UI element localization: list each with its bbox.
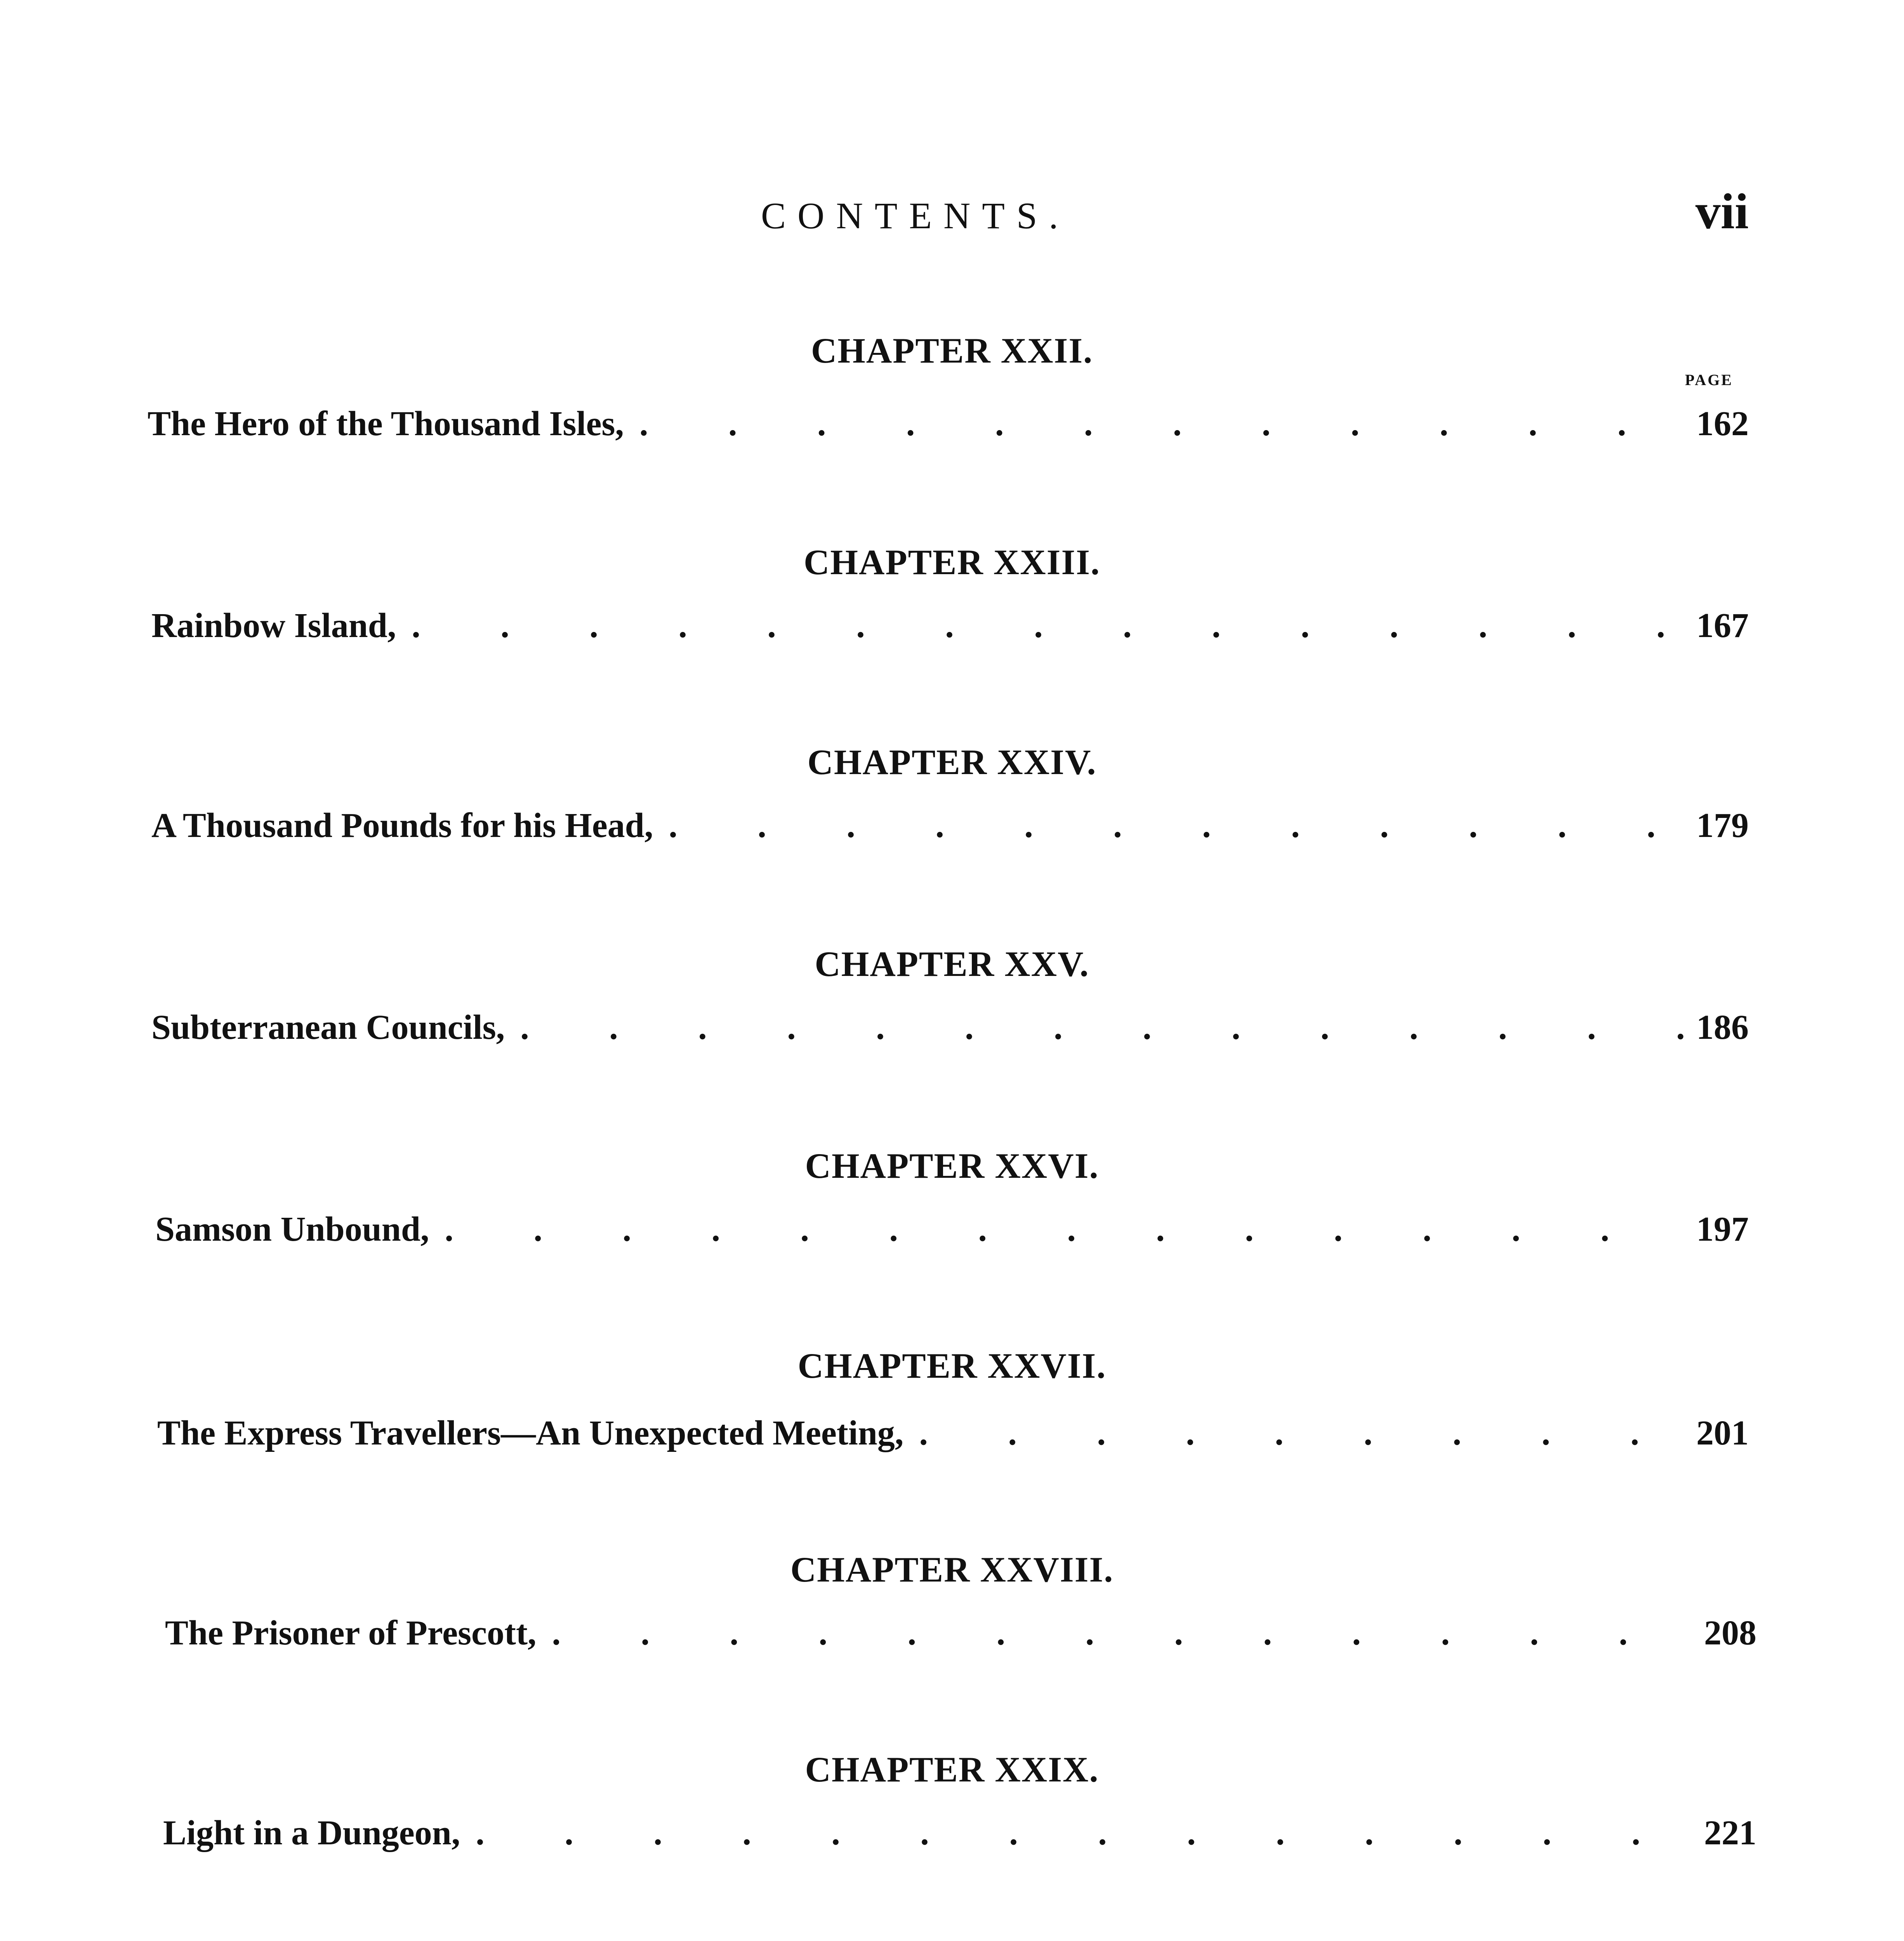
toc-entry bbox=[157, 1413, 1749, 1453]
entry-title: Light in a Dungeon, bbox=[163, 1814, 460, 1852]
entry-title: Subterranean Councils, bbox=[151, 1008, 505, 1047]
entry-title: Samson Unbound, bbox=[155, 1210, 429, 1248]
toc-entry bbox=[165, 1613, 1756, 1653]
chapter-heading: CHAPTER XXIII. bbox=[803, 542, 1101, 582]
entry-page: 179 bbox=[1696, 806, 1749, 845]
running-title: CONTENTS. bbox=[761, 195, 1070, 236]
chapter-heading: CHAPTER XXV. bbox=[815, 944, 1089, 984]
toc-entry bbox=[155, 1209, 1749, 1249]
dot-leader bbox=[653, 806, 1689, 845]
dot-leader bbox=[505, 1007, 1689, 1047]
toc-entry bbox=[148, 404, 1749, 444]
entry-page: 162 bbox=[1696, 405, 1749, 443]
chapter-heading: CHAPTER XXII. bbox=[811, 331, 1093, 370]
entry-page: 201 bbox=[1696, 1414, 1749, 1452]
dot-leader bbox=[536, 1613, 1696, 1653]
entry-page: 167 bbox=[1696, 606, 1749, 645]
dot-leader bbox=[903, 1413, 1689, 1453]
entry-title: Rainbow Island, bbox=[151, 606, 396, 645]
page-number-folio: vii bbox=[1695, 184, 1749, 240]
toc-entry bbox=[163, 1813, 1756, 1853]
dot-leader bbox=[396, 606, 1689, 646]
dot-leader bbox=[429, 1209, 1689, 1249]
page-column-label: PAGE bbox=[1685, 371, 1733, 389]
dot-leader bbox=[624, 404, 1689, 444]
entry-page: 186 bbox=[1696, 1008, 1749, 1047]
entry-page: 197 bbox=[1696, 1210, 1749, 1248]
entry-title: The Express Travellers—An Unexpected Meeting, bbox=[157, 1414, 904, 1452]
toc-entry bbox=[151, 806, 1749, 845]
chapter-heading: CHAPTER XXVII. bbox=[797, 1346, 1107, 1385]
toc-entry bbox=[151, 606, 1749, 646]
dot-leader bbox=[460, 1813, 1696, 1853]
entry-title: A Thousand Pounds for his Head, bbox=[151, 806, 653, 845]
entry-page: 208 bbox=[1704, 1614, 1756, 1652]
chapter-heading: CHAPTER XXIV. bbox=[807, 742, 1097, 782]
chapter-heading: CHAPTER XXIX. bbox=[805, 1750, 1099, 1789]
entry-title: The Hero of the Thousand Isles, bbox=[148, 405, 624, 443]
entry-page: 221 bbox=[1704, 1814, 1756, 1852]
toc-entry bbox=[151, 1007, 1749, 1047]
chapter-heading: CHAPTER XXVI. bbox=[805, 1146, 1099, 1186]
chapter-heading: CHAPTER XXVIII. bbox=[790, 1550, 1114, 1589]
entry-title: The Prisoner of Prescott, bbox=[165, 1614, 537, 1652]
